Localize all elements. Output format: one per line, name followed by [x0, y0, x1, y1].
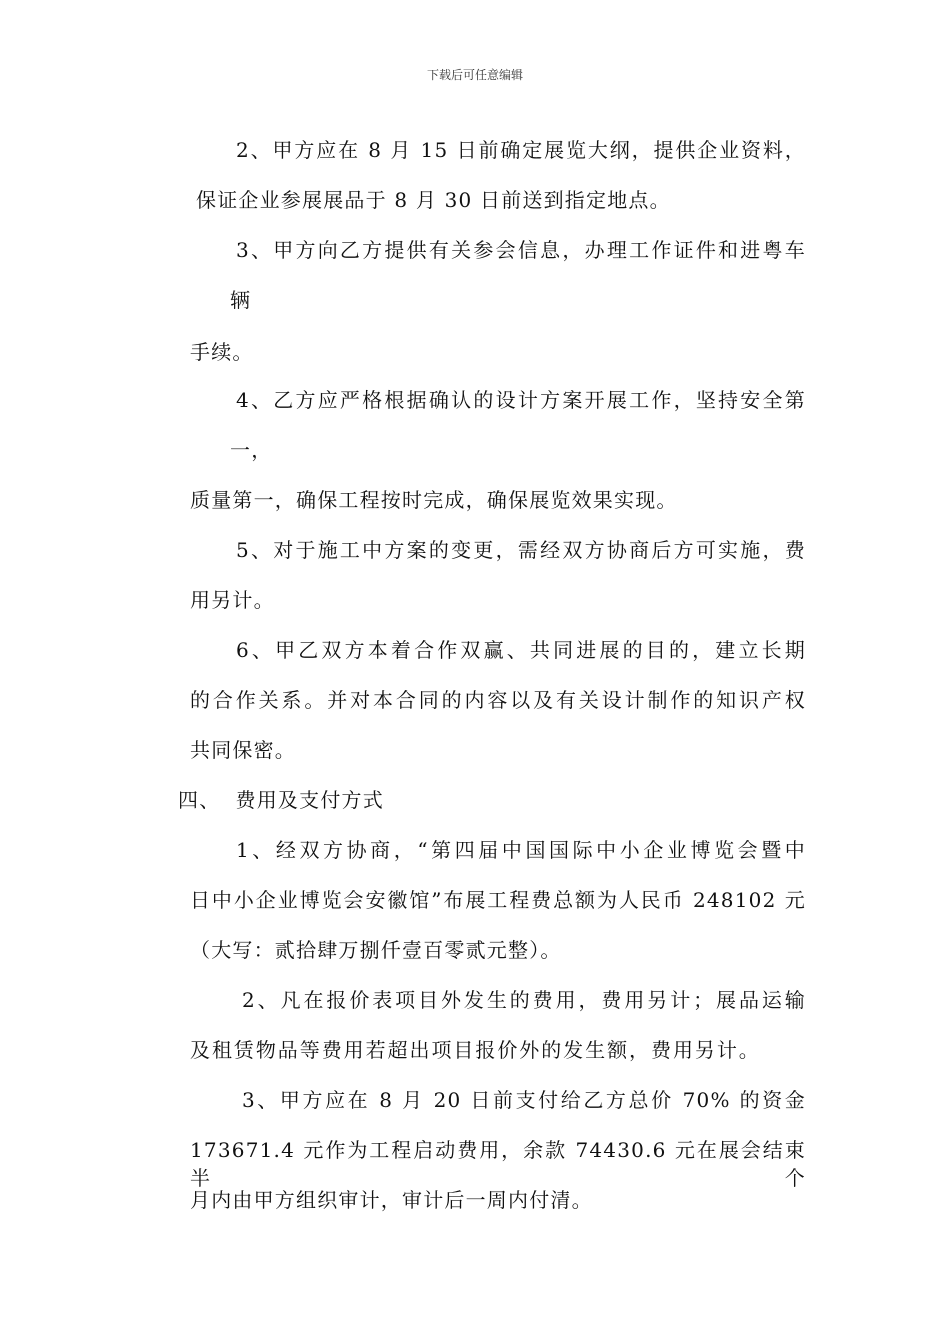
clause-4-2-line-1: 2、凡在报价表项目外发生的费用，费用另计；展品运输 — [242, 988, 806, 1012]
clause-3-6-line-3: 共同保密。 — [190, 738, 296, 762]
clause-4-2-line-2: 及租赁物品等费用若超出项目报价外的发生额，费用另计。 — [190, 1038, 760, 1062]
clause-3-4-line-1: 4、乙方应严格根据确认的设计方案开展工作，坚持安全第 — [236, 388, 806, 412]
clause-3-2-line-2: 保证企业参展展品于 8 月 30 日前送到指定地点。 — [196, 188, 671, 212]
clause-3-2-line-1: 2、甲方应在 8 月 15 日前确定展览大纲，提供企业资料， — [236, 138, 806, 162]
clause-4-3-line-3: 月内由甲方组织审计，审计后一周内付清。 — [190, 1188, 593, 1212]
clause-4-3-line-1: 3、甲方应在 8 月 20 日前支付给乙方总价 70% 的资金 — [242, 1088, 806, 1112]
clause-4-1-line-2: 日中小企业博览会安徽馆”布展工程费总额为人民币 248102 元 — [190, 888, 806, 912]
clause-3-4-line-2: 一， — [230, 438, 273, 462]
clause-3-3-line-2: 辆 — [230, 288, 252, 312]
clause-4-1-line-3: （大写：贰拾肆万捌仟壹百零贰元整）。 — [190, 938, 562, 962]
page-header: 下载后可任意编辑 — [426, 68, 523, 82]
section-4-heading: 四、 费用及支付方式 — [178, 788, 384, 812]
clause-4-3-line-2: 173671.4 元作为工程启动费用，余款 74430.6 元在展会结束半个 — [190, 1138, 806, 1190]
clause-3-3-line-1: 3、甲方向乙方提供有关参会信息，办理工作证件和进粤车 — [236, 238, 806, 262]
clause-3-3-line-3: 手续。 — [190, 340, 254, 364]
clause-3-6-line-1: 6、甲乙双方本着合作双赢、共同进展的目的，建立长期 — [236, 638, 806, 662]
clause-3-6-line-2: 的合作关系。并对本合同的内容以及有关设计制作的知识产权 — [190, 688, 806, 712]
clause-3-5-line-2: 用另计。 — [190, 588, 275, 612]
clause-3-4-line-3: 质量第一，确保工程按时完成，确保展览效果实现。 — [190, 488, 678, 512]
clause-3-5-line-1: 5、对于施工中方案的变更，需经双方协商后方可实施，费 — [236, 538, 806, 562]
clause-4-1-line-1: 1、经双方协商，“第四届中国国际中小企业博览会暨中 — [236, 838, 806, 862]
